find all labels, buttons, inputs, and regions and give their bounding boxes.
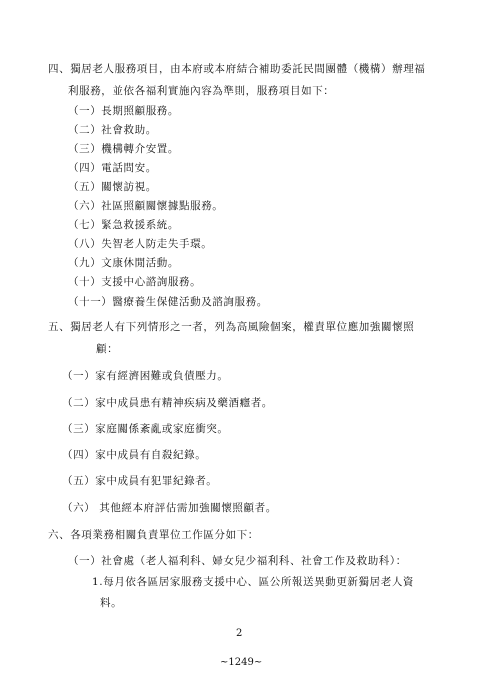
list-item: （三）家庭關係紊亂或家庭衝突。 — [62, 423, 229, 435]
list-item: （一）長期照顧服務。 — [68, 105, 179, 117]
list-item: （七）緊急救援系統。 — [68, 219, 179, 231]
list-item: （五）關懷訪視。 — [68, 181, 157, 193]
section-4-heading-cont: 利服務，並依各福利實施內容為準則，服務項目如下： — [68, 85, 335, 97]
list-item: （十）支援中心諮詢服務。 — [68, 276, 202, 288]
list-item-cont: 料。 — [100, 597, 123, 609]
list-item: （六）社區照顧關懷據點服務。 — [68, 200, 224, 212]
list-item: （六） 其他經本府評估需加強關懷照顧者。 — [62, 502, 277, 514]
list-item: （五）家中成員有犯罪紀錄者。 — [62, 475, 218, 487]
list-item: （二）家中成員患有精神疾病及藥酒癮者。 — [62, 397, 273, 409]
section-5-heading: 五、獨居老人有下列情形之一者，列為高風險個案，權責單位應加強關懷照 — [48, 321, 415, 333]
list-item: 1.每月依各區居家服務支援中心、區公所報送異動更新獨居老人資 — [92, 576, 415, 588]
list-item: （四）電話問安。 — [68, 162, 157, 174]
section-6-heading: 六、各項業務相關負責單位工作區分如下： — [48, 529, 259, 541]
total-page-number: ~1249~ — [220, 657, 263, 668]
list-item: （一）家有經濟困難或負債壓力。 — [62, 370, 229, 382]
section-4-heading: 四、獨居老人服務項目，由本府或本府結合補助委託民間團體（機構）辦理福 — [48, 63, 426, 75]
list-item: （三）機構轉介安置。 — [68, 143, 179, 155]
page-number: 2 — [236, 628, 243, 639]
subsection-heading: （一）社會處（老人福利科、婦女兒少福利科、社會工作及救助科）： — [68, 555, 407, 567]
list-item: （九）文康休閒活動。 — [68, 257, 179, 269]
section-5-heading-cont: 顧： — [96, 343, 119, 355]
list-item: （十一）醫療養生保健活動及諮詢服務。 — [68, 296, 268, 308]
list-item: （四）家中成員有自殺紀錄。 — [62, 449, 207, 461]
list-item: （二）社會救助。 — [68, 124, 157, 136]
list-item: （八）失智老人防走失手環。 — [68, 238, 213, 250]
